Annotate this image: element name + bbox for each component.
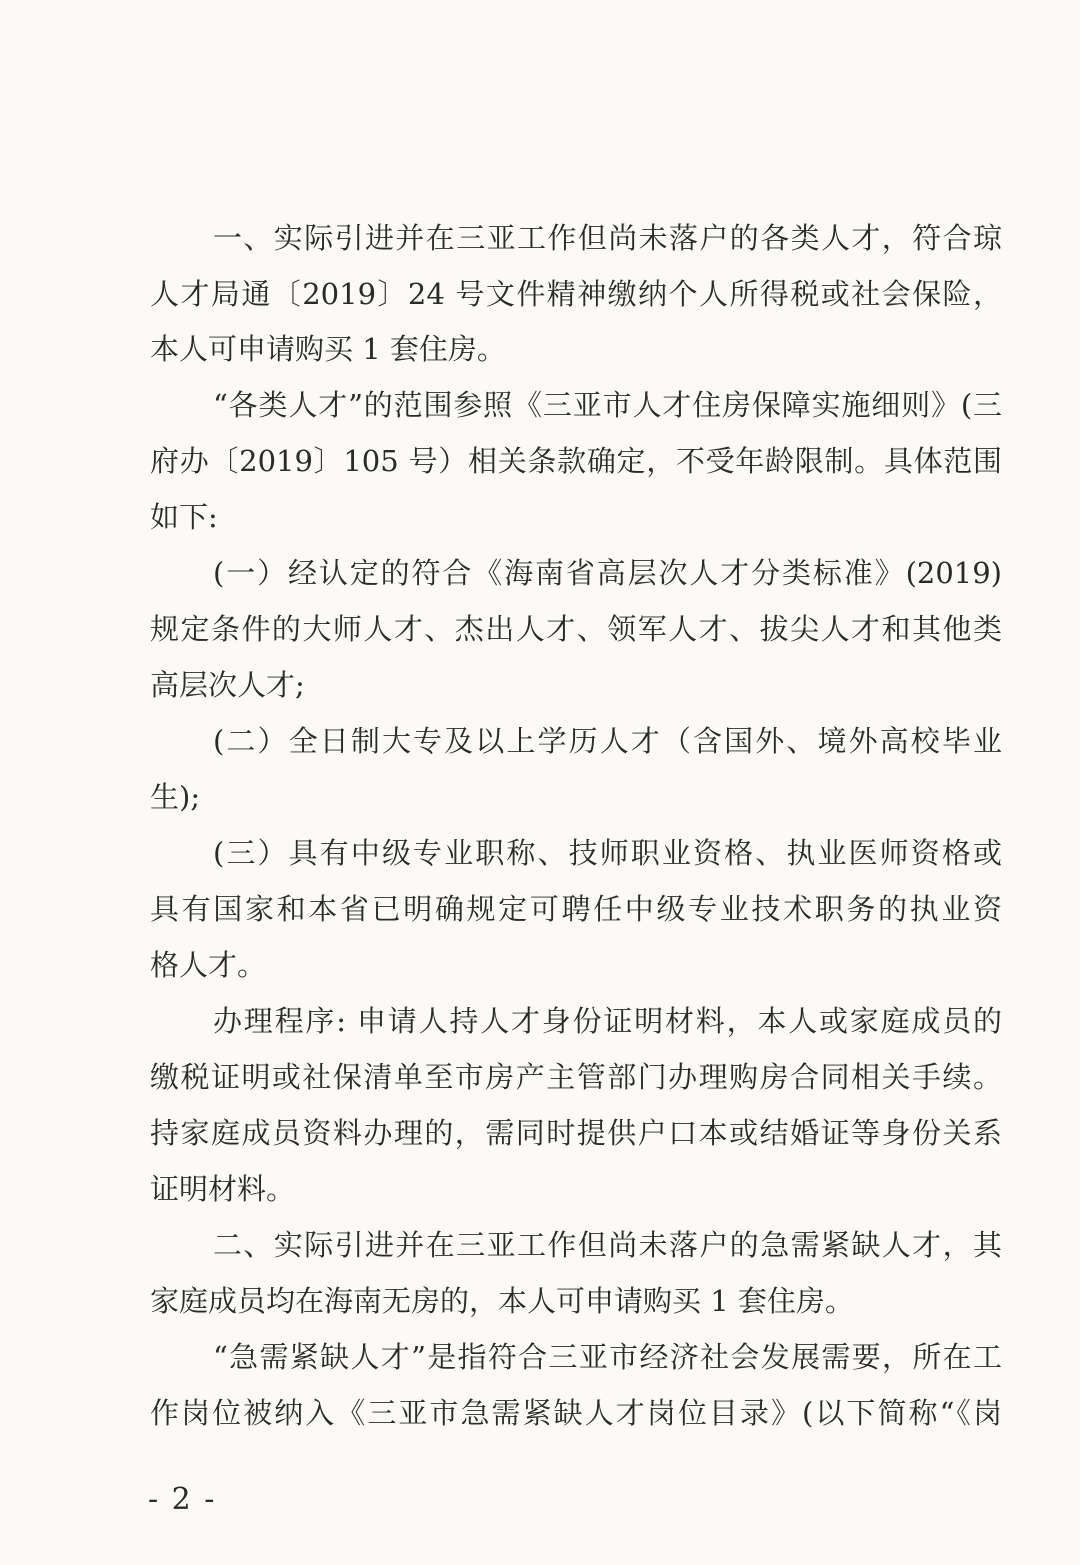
text-line: 本人可申请购买 1 套住房。 [150, 332, 506, 366]
text-line: 具有国家和本省已明确规定可聘任中级专业技术职务的执业资 [150, 892, 1002, 926]
text-line: 持家庭成员资料办理的，需同时提供户口本或结婚证等身份关系 [150, 1116, 1002, 1150]
text-line: 证明材料。 [150, 1172, 296, 1206]
text-line: 办理程序: 申请人持人才身份证明材料，本人或家庭成员的 [213, 1004, 1002, 1038]
text-line: “急需紧缺人才”是指符合三亚市经济社会发展需要，所在工 [213, 1340, 1002, 1374]
text-line: 府办〔2019〕105 号）相关条款确定，不受年龄限制。具体范围 [150, 444, 1002, 478]
text-line: 家庭成员均在海南无房的，本人可申请购买 1 套住房。 [150, 1284, 854, 1318]
text-line: “各类人才”的范围参照《三亚市人才住房保障实施细则》(三 [213, 388, 1002, 422]
text-line: 生); [150, 780, 201, 814]
text-line: 人才局通〔2019〕24 号文件精神缴纳个人所得税或社会保险， [150, 277, 1002, 311]
page-number: - 2 - [148, 1482, 217, 1517]
text-line: (三）具有中级专业职称、技师职业资格、执业医师资格或 [213, 836, 1002, 870]
text-line: 规定条件的大师人才、杰出人才、领军人才、拔尖人才和其他类 [150, 612, 1002, 646]
text-line: 一、实际引进并在三亚工作但尚未落户的各类人才，符合琼 [213, 221, 1002, 255]
text-line: (一）经认定的符合《海南省高层次人才分类标准》(2019) [213, 556, 1002, 590]
text-line: 高层次人才; [150, 668, 305, 702]
text-line: 如下: [150, 500, 218, 534]
text-line: 缴税证明或社保清单至市房产主管部门办理购房合同相关手续。 [150, 1060, 1002, 1094]
text-line: 作岗位被纳入《三亚市急需紧缺人才岗位目录》(以下简称“《岗 [150, 1396, 1002, 1430]
text-line: 格人才。 [150, 948, 267, 982]
text-line: (二）全日制大专及以上学历人才（含国外、境外高校毕业 [213, 724, 1002, 758]
text-line: 二、实际引进并在三亚工作但尚未落户的急需紧缺人才，其 [213, 1228, 1002, 1262]
